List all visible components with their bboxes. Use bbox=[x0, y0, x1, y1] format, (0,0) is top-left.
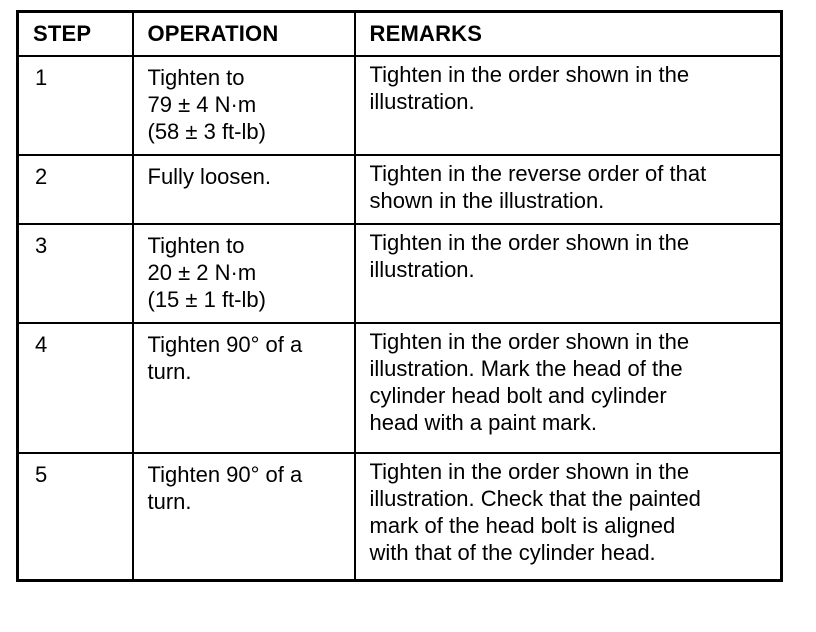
operation-cell bbox=[133, 323, 355, 453]
remarks-text: head with a paint mark. bbox=[369, 410, 597, 435]
remarks-cell bbox=[355, 56, 782, 155]
operation-text: (58 ± 3 ft-lb) bbox=[147, 119, 266, 144]
operation-text: turn. bbox=[147, 489, 192, 514]
tightening-procedure-table bbox=[16, 10, 783, 582]
operation-text: (15 ± 1 ft-lb) bbox=[147, 287, 266, 312]
operation-text: Fully loosen. bbox=[147, 164, 272, 189]
step-number: 1 bbox=[18, 56, 133, 155]
operation-cell bbox=[133, 155, 355, 224]
remarks-cell bbox=[355, 224, 782, 323]
remarks-text: with that of the cylinder head. bbox=[369, 540, 656, 565]
table-row bbox=[18, 224, 782, 323]
table-row bbox=[18, 56, 782, 155]
operation-text: 20 ± 2 N·m bbox=[147, 260, 257, 285]
remarks-text: illustration. bbox=[369, 257, 475, 282]
operation-text: Tighten 90° of a bbox=[147, 462, 303, 487]
remarks-text: Tighten in the reverse order of that bbox=[369, 161, 707, 186]
table-row bbox=[18, 155, 782, 224]
remarks-text: illustration. Mark the head of the bbox=[369, 356, 683, 381]
operation-text: turn. bbox=[147, 359, 192, 384]
step-number: 4 bbox=[18, 323, 133, 453]
step-number: 2 bbox=[18, 155, 133, 224]
remarks-text: cylinder head bolt and cylinder bbox=[369, 383, 667, 408]
header-remarks: REMARKS bbox=[355, 12, 782, 57]
header-row bbox=[18, 12, 782, 57]
remarks-text: Tighten in the order shown in the bbox=[369, 62, 690, 87]
operation-text: Tighten to bbox=[147, 233, 245, 258]
header-operation: OPERATION bbox=[133, 12, 355, 57]
table-header bbox=[18, 12, 782, 57]
operation-text: Tighten to bbox=[147, 65, 245, 90]
table-row bbox=[18, 323, 782, 453]
header-step: STEP bbox=[18, 12, 133, 57]
table-row bbox=[18, 453, 782, 581]
remarks-cell bbox=[355, 323, 782, 453]
remarks-text: shown in the illustration. bbox=[369, 188, 605, 213]
table-body bbox=[18, 56, 782, 581]
remarks-text: illustration. Check that the painted bbox=[369, 486, 701, 511]
remarks-text: Tighten in the order shown in the bbox=[369, 459, 690, 484]
step-number: 3 bbox=[18, 224, 133, 323]
operation-cell bbox=[133, 453, 355, 581]
remarks-cell bbox=[355, 453, 782, 581]
remarks-cell bbox=[355, 155, 782, 224]
remarks-text: Tighten in the order shown in the bbox=[369, 230, 690, 255]
remarks-text: Tighten in the order shown in the bbox=[369, 329, 690, 354]
remarks-text: illustration. bbox=[369, 89, 475, 114]
step-number: 5 bbox=[18, 453, 133, 581]
remarks-text: mark of the head bolt is aligned bbox=[369, 513, 676, 538]
operation-cell bbox=[133, 224, 355, 323]
operation-cell bbox=[133, 56, 355, 155]
operation-text: Tighten 90° of a bbox=[147, 332, 303, 357]
operation-text: 79 ± 4 N·m bbox=[147, 92, 257, 117]
